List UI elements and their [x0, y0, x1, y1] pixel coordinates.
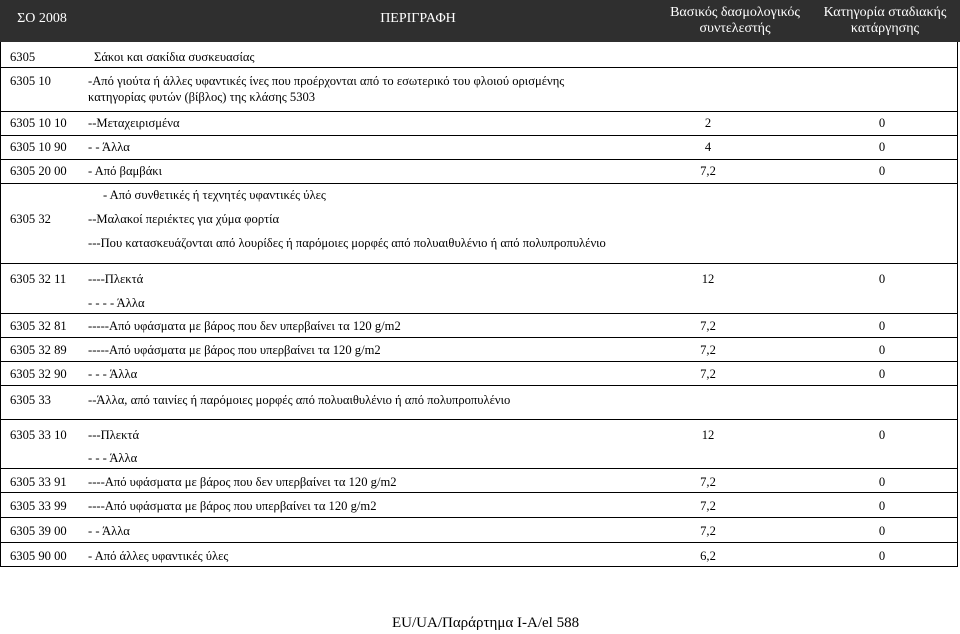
row-description: --Άλλα, από ταινίες ή παρόμοιες μορφές από πολυαιθυλένιο ή από πολυπροπυλένιο — [88, 393, 511, 407]
row-code: 6305 10 — [10, 74, 51, 88]
row-divider — [0, 135, 958, 136]
row-code: 6305 33 — [10, 393, 51, 407]
row-code: 6305 32 11 — [10, 272, 67, 286]
row-description: - - - Άλλα — [88, 367, 138, 381]
row-divider — [0, 67, 958, 68]
header-category-line1: Κατηγορία σταδιακής — [823, 5, 947, 20]
row-divider — [0, 385, 958, 386]
row-divider — [0, 263, 958, 264]
row-code: 6305 10 10 — [10, 116, 67, 130]
row-base-rate: 12 — [701, 428, 715, 442]
row-category: 0 — [878, 428, 886, 442]
header-category-line2: κατάργησης — [850, 21, 920, 36]
row-description: --Μεταχειρισμένα — [88, 116, 180, 130]
row-category: 0 — [878, 272, 886, 286]
row-code: 6305 32 90 — [10, 367, 67, 381]
page-footer-reference: EU/UA/Παράρτημα I-A/el 588 — [392, 615, 580, 631]
row-description-continued: κατηγορίας φυτών (βίβλος) της κλάσης 5303 — [88, 90, 316, 104]
header-base-rate — [660, 5, 810, 37]
row-category: 0 — [878, 140, 886, 154]
row-code: 6305 39 00 — [10, 524, 67, 538]
row-base-rate: 12 — [701, 272, 715, 286]
row-category: 0 — [878, 367, 886, 381]
row-description: - - Άλλα — [88, 140, 130, 154]
header-category — [812, 5, 958, 37]
row-divider — [0, 517, 958, 518]
row-category: 0 — [878, 549, 886, 563]
row-description: ---Που κατασκευάζονται από λουρίδες ή παρόμοιες μορφές από πολυαιθυλένιο ή από πολυπροπυλένιο — [88, 236, 606, 250]
row-description: ----Από υφάσματα με βάρος που υπερβαίνει τα 120 g/m2 — [88, 499, 377, 513]
row-code: 6305 32 89 — [10, 343, 67, 357]
header-description: ΠΕΡΙΓΡΑΦΗ — [380, 11, 456, 26]
row-description: - Από άλλες υφαντικές ύλες — [88, 549, 229, 563]
row-category: 0 — [878, 319, 886, 333]
row-description: -Από γιούτα ή άλλες υφαντικές ίνες που προέρχονται από το εσωτερικό του φλοιού ορισμένης — [88, 74, 565, 88]
row-code: 6305 10 90 — [10, 140, 67, 154]
row-description: Σάκοι και σακίδια συσκευασίας — [94, 50, 255, 64]
row-base-rate: 4 — [704, 140, 712, 154]
row-base-rate: 7,2 — [700, 499, 716, 513]
row-base-rate: 7,2 — [700, 524, 716, 538]
row-code: 6305 32 81 — [10, 319, 67, 333]
header-base-rate-line1: Βασικός δασμολογικός — [670, 5, 800, 20]
row-category: 0 — [878, 116, 886, 130]
row-code: 6305 — [10, 50, 36, 64]
row-code: 6305 33 10 — [10, 428, 67, 442]
row-category: 0 — [878, 499, 886, 513]
row-divider — [0, 542, 958, 543]
row-category: 0 — [878, 343, 886, 357]
header-code: ΣΟ 2008 — [17, 11, 67, 26]
row-description: - Από βαμβάκι — [88, 164, 163, 178]
row-base-rate: 6,2 — [700, 549, 716, 563]
row-base-rate: 7,2 — [700, 164, 716, 178]
row-divider — [0, 337, 958, 338]
row-code: 6305 33 99 — [10, 499, 67, 513]
header-base-rate-line2: συντελεστής — [699, 21, 771, 36]
row-base-rate: 7,2 — [700, 343, 716, 357]
row-base-rate: 2 — [704, 116, 712, 130]
row-code: 6305 33 91 — [10, 475, 67, 489]
row-category: 0 — [878, 524, 886, 538]
row-description: - - - - Άλλα — [88, 296, 145, 310]
row-divider — [0, 492, 958, 493]
row-description: ---Πλεκτά — [88, 428, 140, 442]
row-category: 0 — [878, 164, 886, 178]
row-description: - - Άλλα — [88, 524, 130, 538]
row-divider — [0, 361, 958, 362]
row-base-rate: 7,2 — [700, 367, 716, 381]
row-base-rate: 7,2 — [700, 319, 716, 333]
table-header — [0, 0, 960, 42]
row-divider — [0, 159, 958, 160]
row-description: --Μαλακοί περιέκτες για χύμα φορτία — [88, 212, 280, 226]
row-code: 6305 32 — [10, 212, 51, 226]
row-category: 0 — [878, 475, 886, 489]
row-divider — [0, 419, 958, 420]
row-description: - - - Άλλα — [88, 451, 138, 465]
row-divider — [0, 313, 958, 314]
row-description: - Από συνθετικές ή τεχνητές υφαντικές ύλες — [103, 188, 326, 202]
row-divider — [0, 111, 958, 112]
row-description: -----Από υφάσματα με βάρος που υπερβαίνει τα 120 g/m2 — [88, 343, 381, 357]
row-divider — [0, 183, 958, 184]
row-description: ----Πλεκτά — [88, 272, 144, 286]
row-code: 6305 20 00 — [10, 164, 67, 178]
row-description: ----Από υφάσματα με βάρος που δεν υπερβαίνει τα 120 g/m2 — [88, 475, 397, 489]
row-base-rate: 7,2 — [700, 475, 716, 489]
row-divider — [0, 468, 958, 469]
row-code: 6305 90 00 — [10, 549, 67, 563]
row-description: -----Από υφάσματα με βάρος που δεν υπερβαίνει τα 120 g/m2 — [88, 319, 401, 333]
